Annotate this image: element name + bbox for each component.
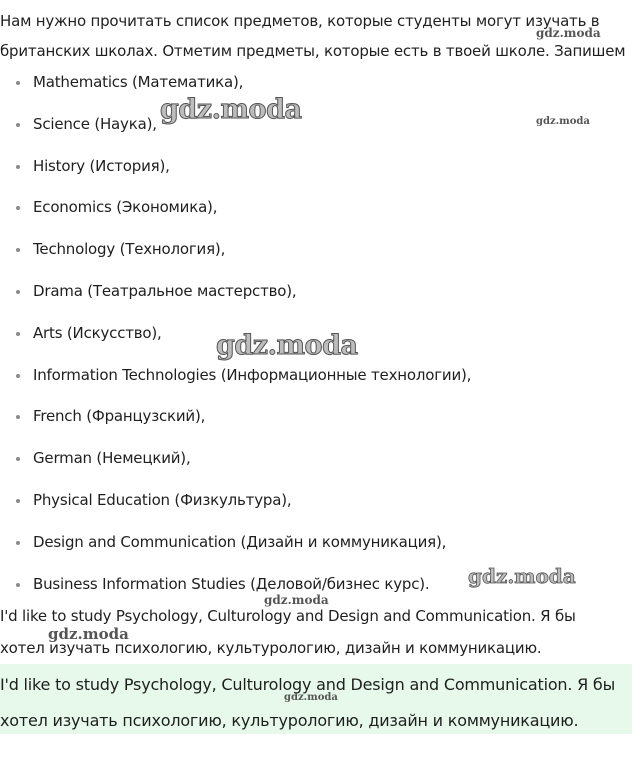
list-item-text: Design and Communication (Дизайн и коммуникация), [33, 532, 447, 551]
bullet-icon [16, 374, 20, 378]
list-item [0, 239, 632, 281]
list-item-text: Business Information Studies (Деловой/бизнес курс). [33, 574, 430, 593]
watermark-logo: gdz.moda [536, 26, 601, 40]
list-item-text: Mathematics (Математика), [33, 73, 244, 91]
list-item-text: German (Немецкий), [33, 449, 191, 468]
watermark-logo: gdz.moda [48, 625, 129, 643]
bullet-icon [16, 290, 20, 294]
watermark-logo: gdz.moda [160, 94, 302, 125]
bullet-icon [16, 123, 20, 127]
answer-block [0, 664, 632, 734]
bullet-icon [16, 206, 20, 210]
list-item-text: French (Французский), [33, 407, 206, 426]
list-item-text: Economics (Экономика), [33, 198, 218, 217]
list-item-text: Drama (Театральное мастерство), [33, 281, 297, 300]
watermark-logo: gdz.moda [264, 593, 329, 607]
bullet-icon [16, 541, 20, 545]
list-item [0, 281, 632, 323]
intro-text: Нам нужно прочитать список предметов, которые студенты могут изучать в британских школах. Отметим предметы, которые есть в твоей школе. Запишем [0, 12, 626, 60]
watermark-logo: gdz.moda [284, 692, 338, 703]
answer-text: I'd like to study Psychology, Culturology and Design and Communication. Я бы хотел изучать психологию, культурологию, дизайн и коммуникацию. [0, 675, 616, 730]
watermark-logo: gdz.moda [468, 564, 576, 588]
list-item [0, 532, 632, 574]
list-item [0, 406, 632, 448]
bullet-icon [16, 583, 20, 587]
bullet-icon [16, 415, 20, 419]
list-item [0, 323, 632, 365]
bullet-icon [16, 499, 20, 503]
list-item-text: Arts (Искусство), [33, 323, 162, 342]
bullet-icon [16, 81, 20, 85]
list-item-text: Technology (Технология), [33, 240, 226, 259]
list-item [0, 448, 632, 490]
list-item-text: History (История), [33, 156, 170, 175]
list-item-text: Science (Наука), [33, 114, 157, 133]
list-item [0, 72, 632, 114]
watermark-logo: gdz.moda [216, 330, 358, 361]
list-item [0, 114, 632, 156]
subjects-list [0, 72, 632, 615]
watermark-logo: gdz.moda [536, 116, 590, 127]
list-item [0, 365, 632, 407]
list-item-text: Physical Education (Физкультура), [33, 490, 292, 509]
bullet-icon [16, 248, 20, 252]
list-item-text: Information Technologies (Информационные технологии), [33, 365, 472, 384]
list-item [0, 156, 632, 198]
list-item [0, 197, 632, 239]
bullet-icon [16, 457, 20, 461]
conclusion-text: I'd like to study Psychology, Culturology and Design and Communication. Я бы хотел изучать психологию, культурологию, дизайн и коммуникацию. [0, 607, 576, 657]
bullet-icon [16, 165, 20, 169]
list-item [0, 490, 632, 532]
bullet-icon [16, 332, 20, 336]
